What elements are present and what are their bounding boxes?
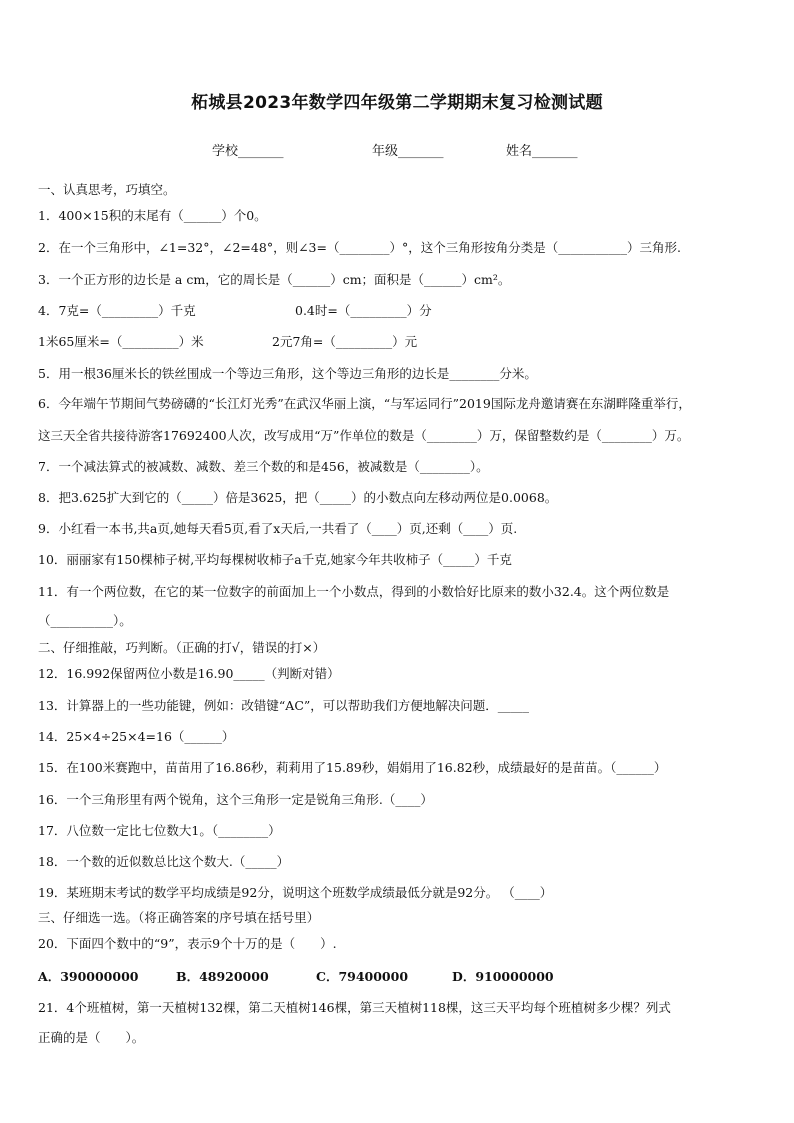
question-13: 13．计算器上的一些功能键，例如：改错键“AC”，可以帮助我们方便地解决问题．_____ bbox=[38, 698, 530, 713]
question-9: 9．小红看一本书,共a页,她每天看5页,看了x天后,一共看了（____）页,还剩（____）页. bbox=[38, 521, 518, 536]
question-8: 8．把3.625扩大到它的（_____）倍是3625，把（_____）的小数点向左移动两位是0.0068。 bbox=[38, 490, 558, 505]
question-10: 10．丽丽家有150棵柿子树,平均每棵树收柿子a千克,她家今年共收柿子（_____）千克 bbox=[38, 552, 512, 567]
question-19: 19．某班期末考试的数学平均成绩是92分，说明这个班数学成绩最低分就是92分。 （____） bbox=[38, 885, 553, 900]
question-21-line-2: 正确的是（ ）。 bbox=[38, 1030, 145, 1045]
question-7: 7．一个减法算式的被减数、减数、差三个数的和是456，被减数是（________）。 bbox=[38, 459, 489, 474]
page-title: 柘城县2023年数学四年级第二学期期末复习检测试题 bbox=[191, 93, 603, 113]
question-6-line-2: 这三天全省共接待游客17692400人次，改写成用“万”作单位的数是（________）万，保留整数约是（________）万。 bbox=[38, 428, 690, 443]
question-11-line-2: （__________）。 bbox=[38, 613, 132, 628]
question-21-line-1: 21．4个班植树，第一天植树132棵，第二天植树146棵，第三天植树118棵，这三天平均每个班植树多少棵？列式 bbox=[38, 1000, 671, 1015]
question-14: 14．25×4÷25×4=16（______） bbox=[38, 729, 235, 744]
school-field: 学校_______ bbox=[212, 144, 284, 159]
question-5: 5．用一根36厘米长的铁丝围成一个等边三角形，这个等边三角形的边长是________分米。 bbox=[38, 366, 537, 381]
question-18: 18．一个数的近似数总比这个数大.（_____） bbox=[38, 854, 290, 869]
question-4-yuan: 2元7角=（_________）元 bbox=[272, 334, 418, 349]
question-20-choice-a: A．390000000 bbox=[38, 969, 139, 984]
question-16: 16．一个三角形里有两个锐角，这个三角形一定是锐角三角形.（____） bbox=[38, 792, 433, 807]
name-field: 姓名_______ bbox=[506, 144, 578, 159]
question-6-line-1: 6．今年端午节期间气势磅礴的“长江灯光秀”在武汉华丽上演，“与军运同行”2019国际龙舟邀请赛在东湖畔隆重举行， bbox=[38, 396, 691, 411]
question-11-line-1: 11．有一个两位数，在它的某一位数字的前面加上一个小数点，得到的小数恰好比原来的数小32.4。这个两位数是 bbox=[38, 584, 670, 599]
question-20-choice-b: B．48920000 bbox=[176, 969, 269, 984]
question-20-choice-d: D．910000000 bbox=[452, 969, 554, 984]
grade-field: 年级_______ bbox=[372, 144, 444, 159]
question-15: 15．在100米赛跑中，苗苗用了16.86秒，莉莉用了15.89秒，娟娟用了16.82秒，成绩最好的是苗苗。（______） bbox=[38, 760, 667, 775]
question-17: 17．八位数一定比七位数大1。（________） bbox=[38, 823, 281, 838]
question-4-meters: 1米65厘米=（_________）米 bbox=[38, 334, 204, 349]
question-20: 20．下面四个数中的“9”，表示9个十万的是（ ）. bbox=[38, 936, 337, 951]
section-heading-fill-blank: 一、认真思考，巧填空。 bbox=[38, 182, 176, 197]
question-4-hours: 0.4时=（_________）分 bbox=[295, 303, 432, 318]
question-1: 1．400×15积的末尾有（______）个0。 bbox=[38, 208, 267, 223]
question-2: 2．在一个三角形中，∠1=32°，∠2=48°，则∠3=（________）°，这个三角形按角分类是（___________）三角形. bbox=[38, 240, 681, 255]
question-3: 3．一个正方形的边长是 a cm，它的周长是（______）cm；面积是（______）cm²。 bbox=[38, 272, 511, 287]
section-heading-choose: 三、仔细选一选。（将正确答案的序号填在括号里） bbox=[38, 910, 320, 925]
question-12: 12．16.992保留两位小数是16.90_____（判断对错） bbox=[38, 666, 340, 681]
question-20-choice-c: C．79400000 bbox=[316, 969, 409, 984]
section-heading-judge: 二、仔细推敲，巧判断。（正确的打√，错误的打×） bbox=[38, 640, 326, 655]
question-4-grams: 4．7克=（_________）千克 bbox=[38, 303, 196, 318]
